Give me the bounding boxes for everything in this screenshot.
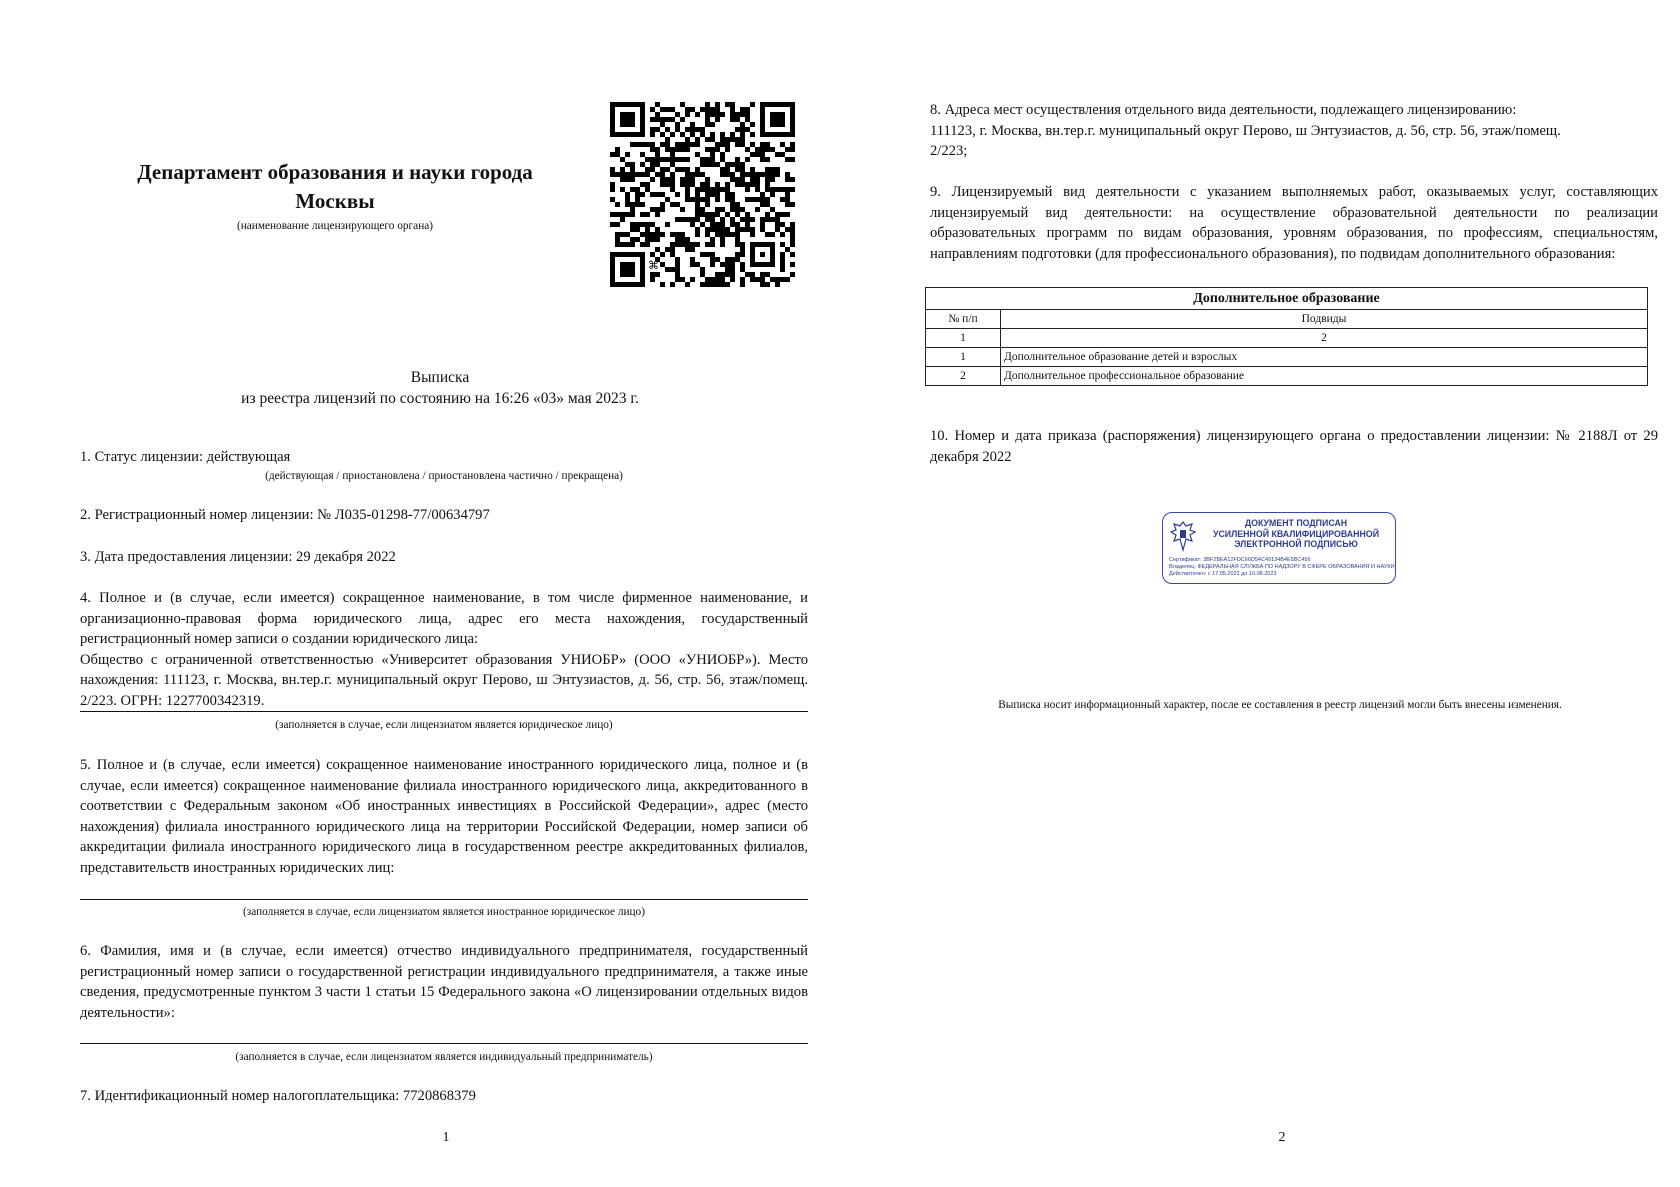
- disclaimer: Выписка носит информационный характер, после ее составления в реестр лицензий могли быть внесены изменения.: [998, 699, 1562, 711]
- table-row: [926, 348, 1648, 367]
- stamp-line-2: УСИЛЕННОЙ КВАЛИФИЦИРОВАННОЙ: [1212, 528, 1380, 539]
- authority-name-line-2: Москвы: [295, 189, 375, 213]
- column-index-2: 2: [1001, 329, 1648, 348]
- column-header-subtypes: Подвиды: [1001, 310, 1648, 329]
- coat-of-arms-icon: [1170, 520, 1196, 552]
- electronic-signature-stamp: [1162, 512, 1396, 584]
- item-9-licensed-activity: 9. Лицензируемый вид деятельности с указанием выполняемых работ, оказываемых услуг, составляющих лицензируемый вид деятельности: на осуществление образовательной деятельности по реализации образовательных программ по видам образования, уровням образования, по профессиям, специальностям, направлениям подготовки (для профессионального образования), по подвидам дополнительного образования:: [930, 184, 1658, 262]
- table-cell-subtype: Дополнительное образование детей и взрослых: [1001, 348, 1648, 367]
- stamp-line-1: ДОКУМЕНТ ПОДПИСАН: [1244, 518, 1348, 528]
- item-1-caption: (действующая / приостановлена / приостановлена частично / прекращена): [265, 470, 623, 482]
- item-4-value: Общество с ограниченной ответственностью «Университет образования УНИОБР» (ООО «УНИОБР»). Место нахождения: 111123, г. Москва, вн.тер.г. муниципальный округ Перово, ш Энтузиастов, д. 56, стр. 56, этаж/помещ. 2/223. ОГРН: 1227700342319.: [80, 650, 808, 713]
- table-title-row: [926, 288, 1648, 310]
- table-cell-subtype: Дополнительное профессиональное образование: [1001, 367, 1648, 386]
- item-8-text: 8. Адреса мест осуществления отдельного вида деятельности, подлежащего лицензированию:: [930, 102, 1517, 118]
- page-2: [840, 0, 1680, 1187]
- item-4-legal-entity: [80, 588, 808, 712]
- item-6-caption: (заполняется в случае, если лицензиатом является индивидуальный предприниматель): [235, 1051, 653, 1063]
- stamp-certificate: Сертификат: 3BF2BEA12FDC66D54C49134B4E5BC456: [1169, 557, 1311, 563]
- item-10-order-number: 10. Номер и дата приказа (распоряжения) лицензирующего органа о предоставлении лицензии: № 2188Л от 29 декабря 2022: [930, 428, 1658, 465]
- table-title: Дополнительное образование: [926, 288, 1648, 310]
- item-1-license-status: 1. Статус лицензии: действующая: [80, 449, 291, 465]
- stamp-validity: Действителен: с 17.05.2022 до 10.08.2023: [1169, 571, 1277, 577]
- item-6-fill-line: [80, 1043, 808, 1044]
- education-subtypes-table: [925, 287, 1648, 386]
- authority-name-line-1: Департамент образования и науки города: [137, 160, 533, 184]
- item-8-address-line-1: 111123, г. Москва, вн.тер.г. муниципальный округ Перово, ш Энтузиастов, д. 56, стр. 56, этаж/помещ.: [930, 122, 1561, 139]
- extract-heading: [80, 367, 800, 409]
- qr-corner-glyph: ⌘: [648, 259, 659, 272]
- item-5-foreign-entity: 5. Полное и (в случае, если имеется) сокращенное наименование иностранного юридического лица, полное и (в случае, если имеется) сокращенное наименование филиала иностранного юридического лица, аккредитованного в соответствии с Федеральным законом «Об иностранных инвестициях в Российской Федерации», адрес (место нахождения) филиала иностранного юридического лица на территории Российской Федерации, номер записи об аккредитации филиала иностранного юридического лица в государственном реестре аккредитованных филиалов, представительств иностранных юридических лиц:: [80, 757, 808, 876]
- item-4-text: 4. Полное и (в случае, если имеется) сокращенное наименование, в том числе фирменное наименование, и организационно-правовая форма юридического лица, адрес его места нахождения, государственный регистрационный номер записи о создании юридического лица:: [80, 590, 808, 647]
- column-index-1: 1: [926, 329, 1001, 348]
- stamp-line-3: ЭЛЕКТРОННОЙ ПОДПИСЬЮ: [1234, 539, 1358, 549]
- table-header-row: [926, 310, 1648, 329]
- page-number: 1: [442, 1130, 450, 1145]
- item-8-activity-addresses: [930, 100, 1650, 162]
- item-7-tax-id: 7. Идентификационный номер налогоплательщика: 7720868379: [80, 1088, 476, 1104]
- table-row: [926, 367, 1648, 386]
- item-6-entrepreneur: 6. Фамилия, имя и (в случае, если имеется) отчество индивидуального предпринимателя, государственный регистрационный номер записи о государственной регистрации индивидуального предпринимателя, а также иные сведения, предусмотренные пунктом 3 части 1 статьи 15 Федерального закона «О лицензировании отдельных видов деятельности»:: [80, 943, 808, 1021]
- table-cell-number: 1: [926, 348, 1001, 367]
- extract-subtitle: из реестра лицензий по состоянию на 16:26 «03» мая 2023 г.: [241, 390, 639, 407]
- authority-caption: (наименование лицензирующего органа): [236, 220, 434, 232]
- extract-title: Выписка: [410, 369, 470, 386]
- item-3-license-date: 3. Дата предоставления лицензии: 29 декабря 2022: [80, 549, 396, 565]
- item-5-fill-line: [80, 899, 808, 900]
- qr-code-image: [610, 102, 795, 287]
- table-index-row: [926, 329, 1648, 348]
- stamp-heading: [1203, 518, 1389, 550]
- item-2-registration-number: 2. Регистрационный номер лицензии: № Л035-01298-77/00634797: [80, 507, 490, 523]
- item-8-address-line-2: 2/223;: [930, 143, 968, 159]
- table-cell-number: 2: [926, 367, 1001, 386]
- licensing-authority-name: [110, 158, 560, 216]
- column-header-number: № п/п: [926, 310, 1001, 329]
- stamp-owner: Владелец: ФЕДЕРАЛЬНАЯ СЛУЖБА ПО НАДЗОРУ В СФЕРЕ ОБРАЗОВАНИЯ И НАУКИ: [1169, 564, 1395, 570]
- qr-code: [610, 102, 795, 287]
- page-number: 2: [1278, 1130, 1286, 1145]
- item-5-caption: (заполняется в случае, если лицензиатом является иностранное юридическое лицо): [243, 906, 645, 918]
- item-4-caption: (заполняется в случае, если лицензиатом является юридическое лицо): [275, 719, 613, 731]
